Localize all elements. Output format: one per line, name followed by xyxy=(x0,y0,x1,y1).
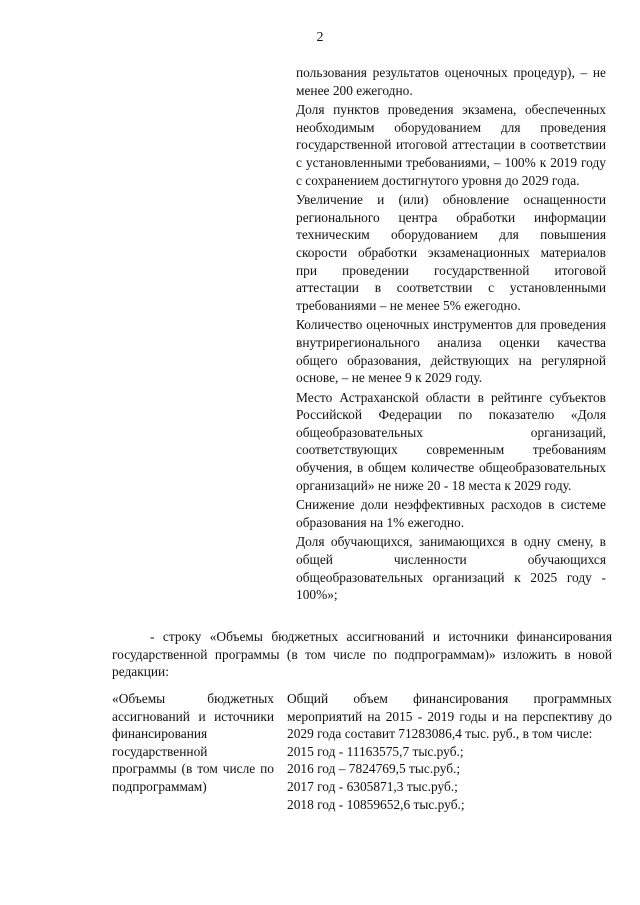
funding-row-label: «Объемы бюджетных ассигнований и источники финансирования государственной программы (в том числе по подпрограммам) xyxy=(112,691,274,794)
funding-row-content xyxy=(287,690,612,813)
funding-year-line: 2016 год – 7824769,5 тыс.руб.; xyxy=(287,761,461,777)
funding-intro: Общий объем финансирования программных мероприятий на 2015 - 2019 годы и на перспективу до 2029 года составит 71283086,4 тыс. руб., в том числе: xyxy=(287,691,612,742)
amendment-instruction: - строку «Объемы бюджетных ассигнований и источники финансирования государственной программы (в том числе по подпрограммам)» изложить в новой редакции: xyxy=(112,629,612,680)
page-number: 2 xyxy=(316,30,324,45)
indicator-paragraph: Снижение доли неэффективных расходов в системе образования на 1% ежегодно. xyxy=(296,497,606,530)
indicator-paragraph: Место Астраханской области в рейтинге субъектов Российской Федерации по показателю «Доля общеобразовательных организаций, соответствующих современным требованиям обучения, в общем количестве общеобразовательных организаций» не ниже 20 - 18 места к 2029 году. xyxy=(296,389,606,493)
indicator-paragraph: Количество оценочных инструментов для проведения внутрирегионального анализа оценки качества общего образования, действующих на регулярной основе, – не менее 9 к 2029 году. xyxy=(296,317,606,386)
indicator-paragraph: Увеличение и (или) обновление оснащенности регионального центра обработки информации техническим оборудованием для повышения скорости обработки экзаменационных материалов при проведении государственной итоговой аттестации в соответствии с установленными требованиями – не менее 5% ежегодно. xyxy=(296,192,606,313)
indicator-paragraph: пользования результатов оценочных процедур), – не менее 200 ежегодно. xyxy=(296,65,606,98)
indicator-paragraph: Доля пунктов проведения экзамена, обеспеченных необходимым оборудованием для проведения государственной итоговой аттестации в соответствии с установленными требованиями, – 100% к 2019 году с сохранением достигнутого уровня до 2029 года. xyxy=(296,102,606,188)
funding-year-line: 2015 год - 11163575,7 тыс.руб.; xyxy=(287,743,464,759)
funding-year-line: 2017 год - 6305871,3 тыс.руб.; xyxy=(287,778,458,794)
indicators-column xyxy=(296,64,606,604)
funding-year-line: 2018 год - 10859652,6 тыс.руб.; xyxy=(287,796,465,812)
indicator-paragraph: Доля обучающихся, занимающихся в одну смену, в общей численности обучающихся общеобразовательных организаций к 2025 году - 100%»; xyxy=(296,534,606,603)
